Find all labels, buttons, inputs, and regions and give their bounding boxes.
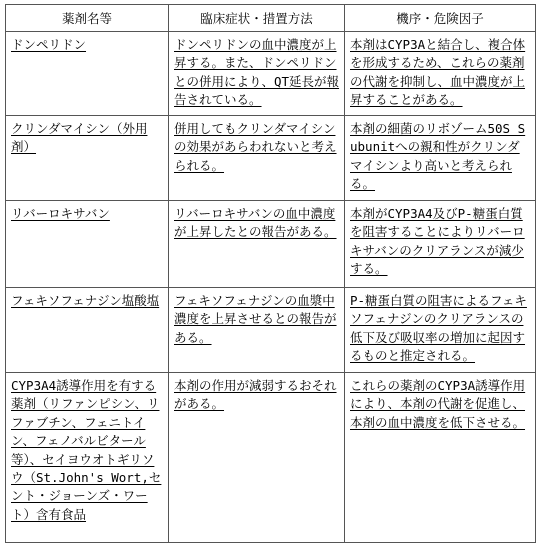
drug-name-cell: フェキソフェナジン塩酸塩: [6, 288, 169, 373]
clinical-symptoms-cell: 本剤の作用が減弱するおそれがある。: [169, 373, 345, 543]
clinical-symptoms-cell: リバーロキサバンの血中濃度が上昇したとの報告がある。: [169, 201, 345, 288]
header-row: [6, 5, 536, 32]
drug-name-cell: ドンペリドン: [6, 32, 169, 116]
mechanism-cell: これらの薬剤のCYP3A誘導作用により、本剤の代謝を促進し、本剤の血中濃度を低下させる。: [345, 373, 536, 543]
header-clinical-symptoms: 臨床症状・措置方法: [169, 5, 345, 32]
header-mechanism: 機序・危険因子: [345, 5, 536, 32]
table-row: [6, 373, 536, 543]
table-row: [6, 32, 536, 116]
mechanism-cell: 本剤がCYP3A4及びP-糖蛋白質を阻害することによりリバーロキサバンのクリアランスが減少する。: [345, 201, 536, 288]
mechanism-cell: P-糖蛋白質の阻害によるフェキソフェナジンのクリアランスの低下及び吸収率の増加に起因するものと推定される。: [345, 288, 536, 373]
mechanism-cell: 本剤はCYP3Aと結合し、複合体を形成するため、これらの薬剤の代謝を抑制し、血中濃度が上昇することがある。: [345, 32, 536, 116]
drug-name-cell: リバーロキサバン: [6, 201, 169, 288]
table-row: [6, 288, 536, 373]
drug-name-cell: CYP3A4誘導作用を有する薬剤（リファンピシン、リファブチン、フェニトイン、フェノバルビタール等）、セイヨウオトギリソウ（St.John's Wort,セント・ジョーンズ・ワート）含有食品: [6, 373, 169, 543]
clinical-symptoms-cell: フェキソフェナジンの血漿中濃度を上昇させるとの報告がある。: [169, 288, 345, 373]
header-drug-name: 薬剤名等: [6, 5, 169, 32]
drug-name-cell: クリンダマイシン（外用剤）: [6, 116, 169, 201]
mechanism-cell: 本剤の細菌のリボゾーム50S Subunitへの親和性がクリンダマイシンより高いと考えられる。: [345, 116, 536, 201]
clinical-symptoms-cell: ドンペリドンの血中濃度が上昇する。また、ドンペリドンとの併用により、QT延長が報告されている。: [169, 32, 345, 116]
clinical-symptoms-cell: 併用してもクリンダマイシンの効果があらわれないと考えられる。: [169, 116, 345, 201]
drug-interaction-table: [5, 4, 536, 543]
table-row: [6, 201, 536, 288]
table-row: [6, 116, 536, 201]
